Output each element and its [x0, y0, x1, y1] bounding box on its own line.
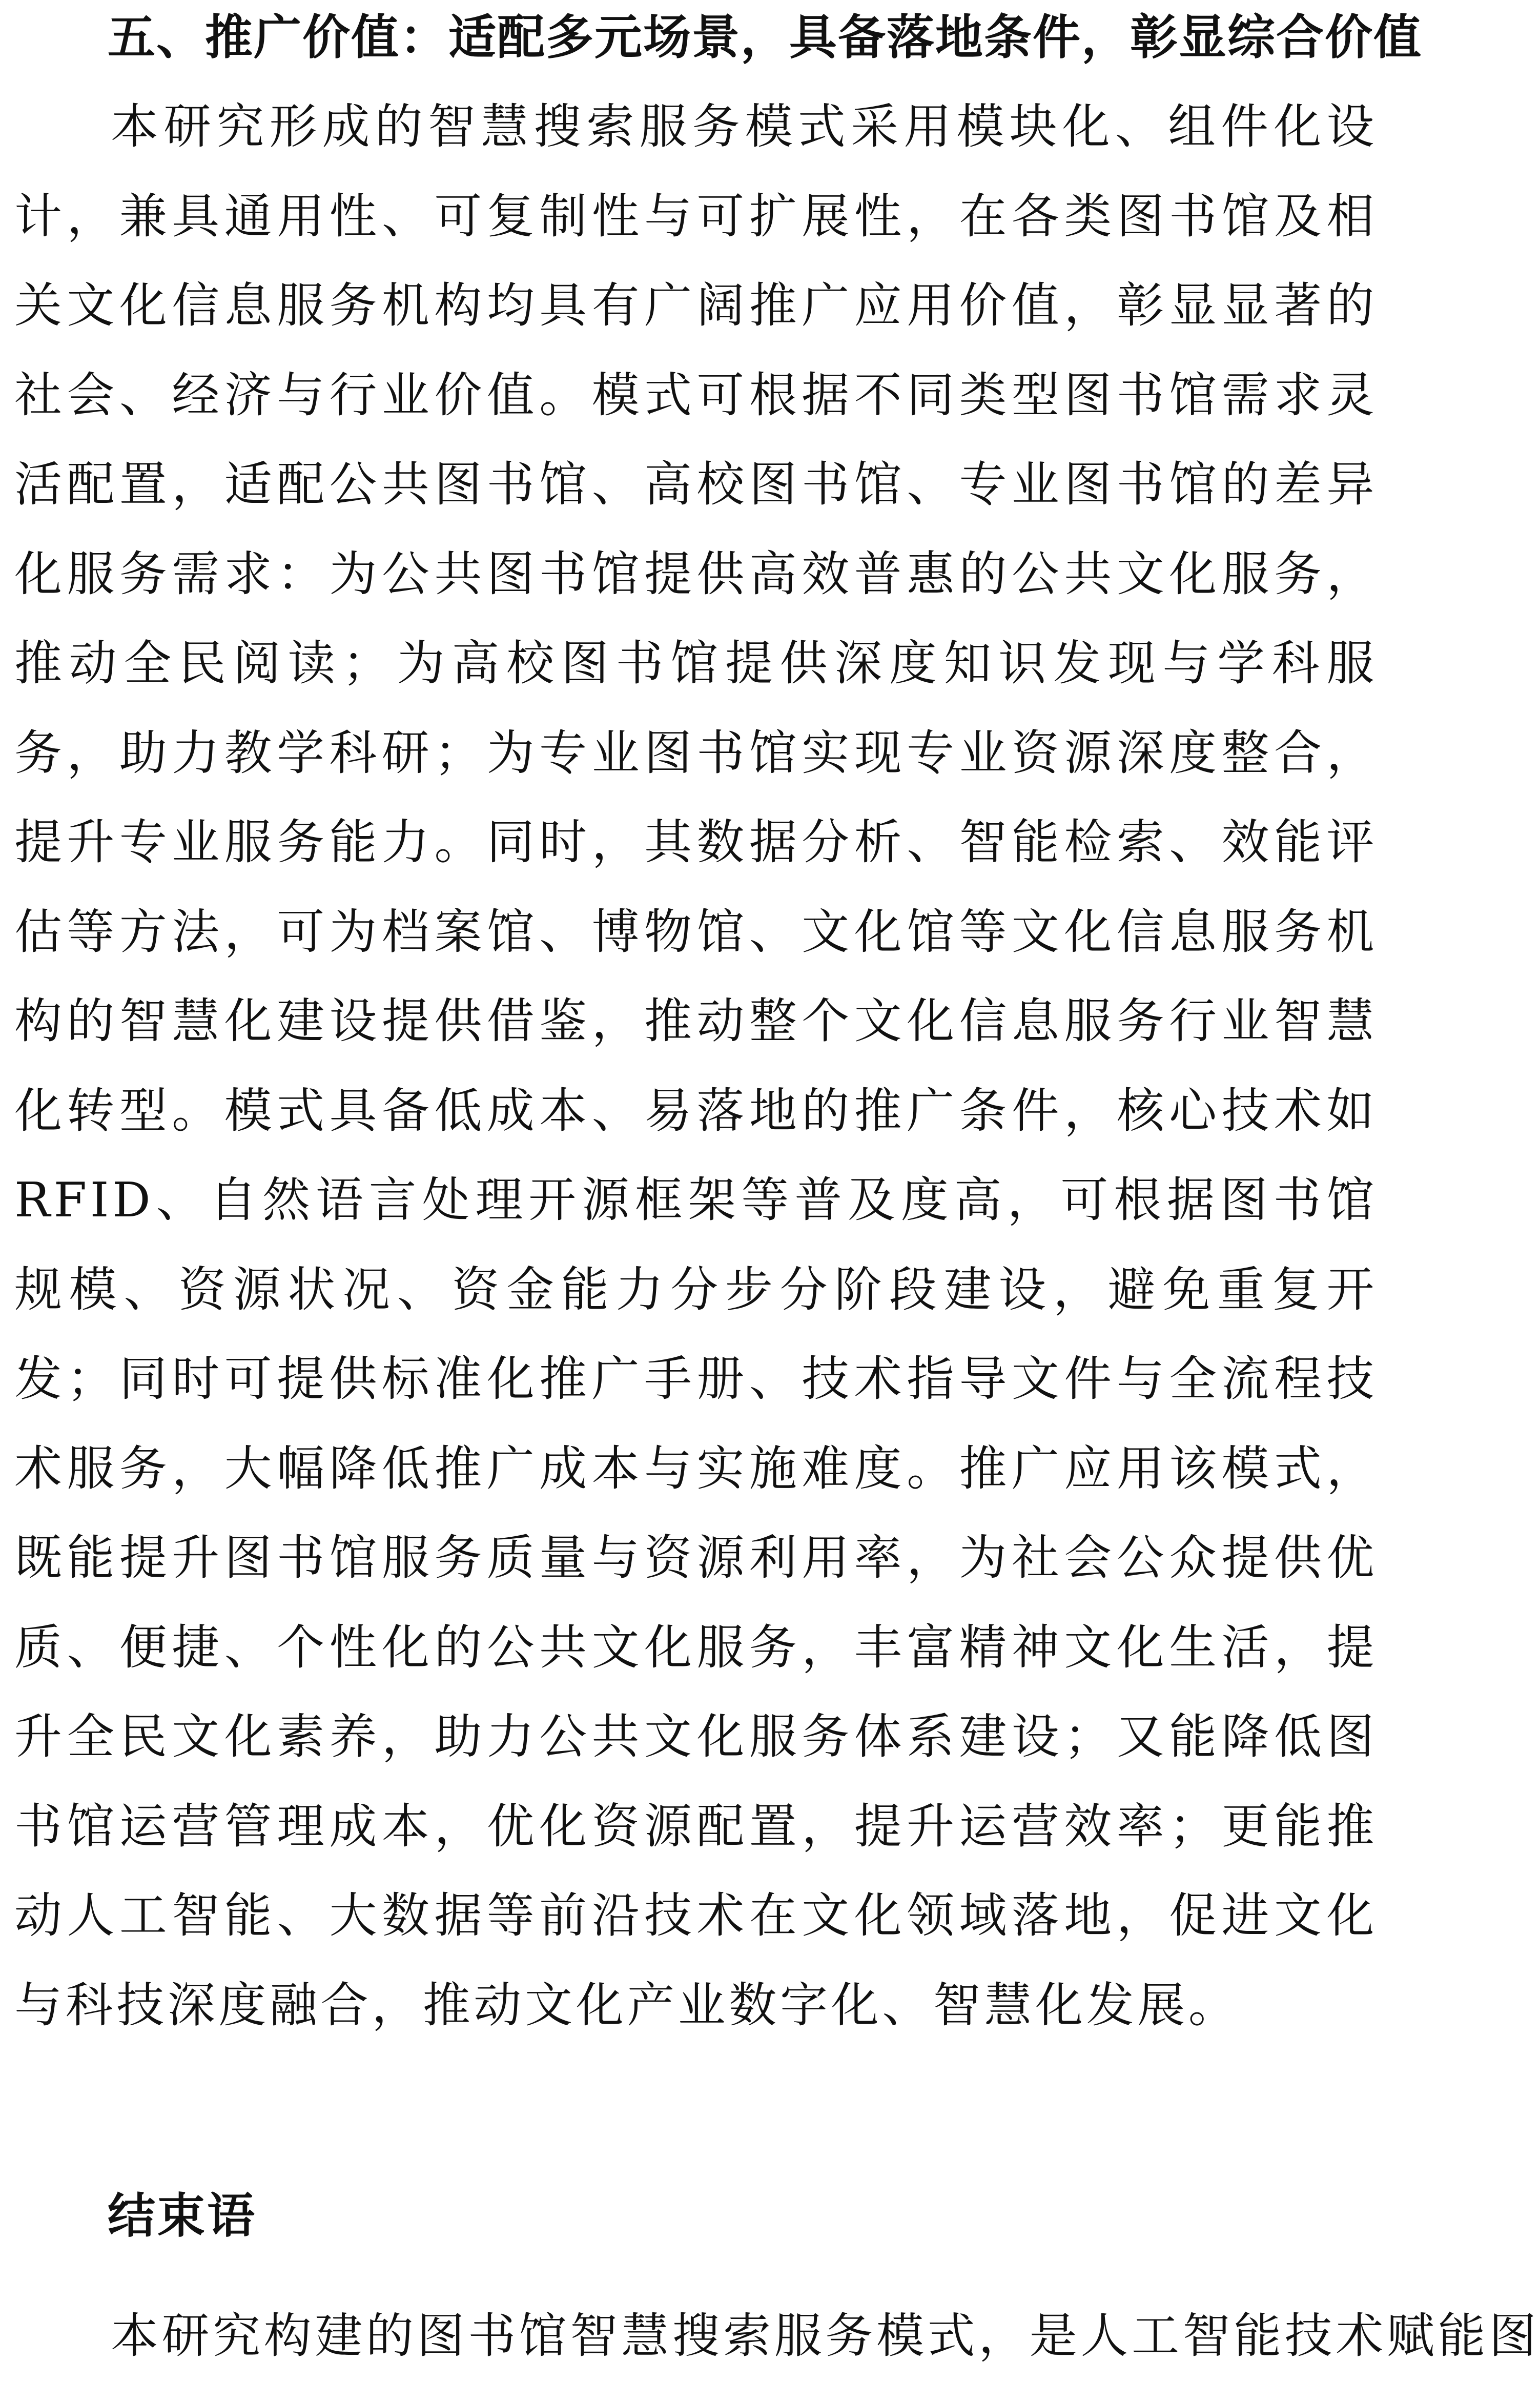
conclusion-paragraph: 本研究构建的图书馆智慧搜索服务模式，是人工智能技术赋能图	[111, 2308, 1540, 2364]
section-five-heading: 五、推广价值：适配多元场景，具备落地条件，彰显综合价值	[108, 10, 1422, 65]
section-five-paragraph: 本研究形成的智慧搜索服务模式采用模块化、组件化设计，兼具通用性、可复制性与可扩展性，在各类图书馆及相关文化信息服务机构均具有广阔推广应用价值，彰显显著的社会、经济与行业价值。模式可根据不同类型图书馆需求灵活配置，适配公共图书馆、高校图书馆、专业图书馆的差异化服务需求：为公共图书馆提供高效普惠的公共文化服务，推动全民阅读；为高校图书馆提供深度知识发现与学科服务，助力教学科研；为专业图书馆实现专业资源深度整合，提升专业服务能力。同时，其数据分析、智能检索、效能评估等方法，可为档案馆、博物馆、文化馆等文化信息服务机构的智慧化建设提供借鉴，推动整个文化信息服务行业智慧化转型。模式具备低成本、易落地的推广条件，核心技术如 RFID、自然语言处理开源框架等普及度高，可根据图书馆规模、资源状况、资金能力分步分阶段建设，避免重复开发；同时可提供标准化推广手册、技术指导文件与全流程技术服务，大幅降低推广成本与实施难度。推广应用该模式，既能提升图书馆服务质量与资源利用率，为社会公众提供优质、便捷、个性化的公共文化服务，丰富精神文化生活，提升全民文化素养，助力公共文化服务体系建设；又能降低图书馆运营管理成本，优化资源配置，提升运营效率；更能推动人工智能、大数据等前沿技术在文化领域落地，促进文化与科技深度融合，推动文化产业数字化、智慧化发展。	[14, 99, 1378, 2033]
conclusion-heading: 结束语	[108, 2188, 257, 2244]
